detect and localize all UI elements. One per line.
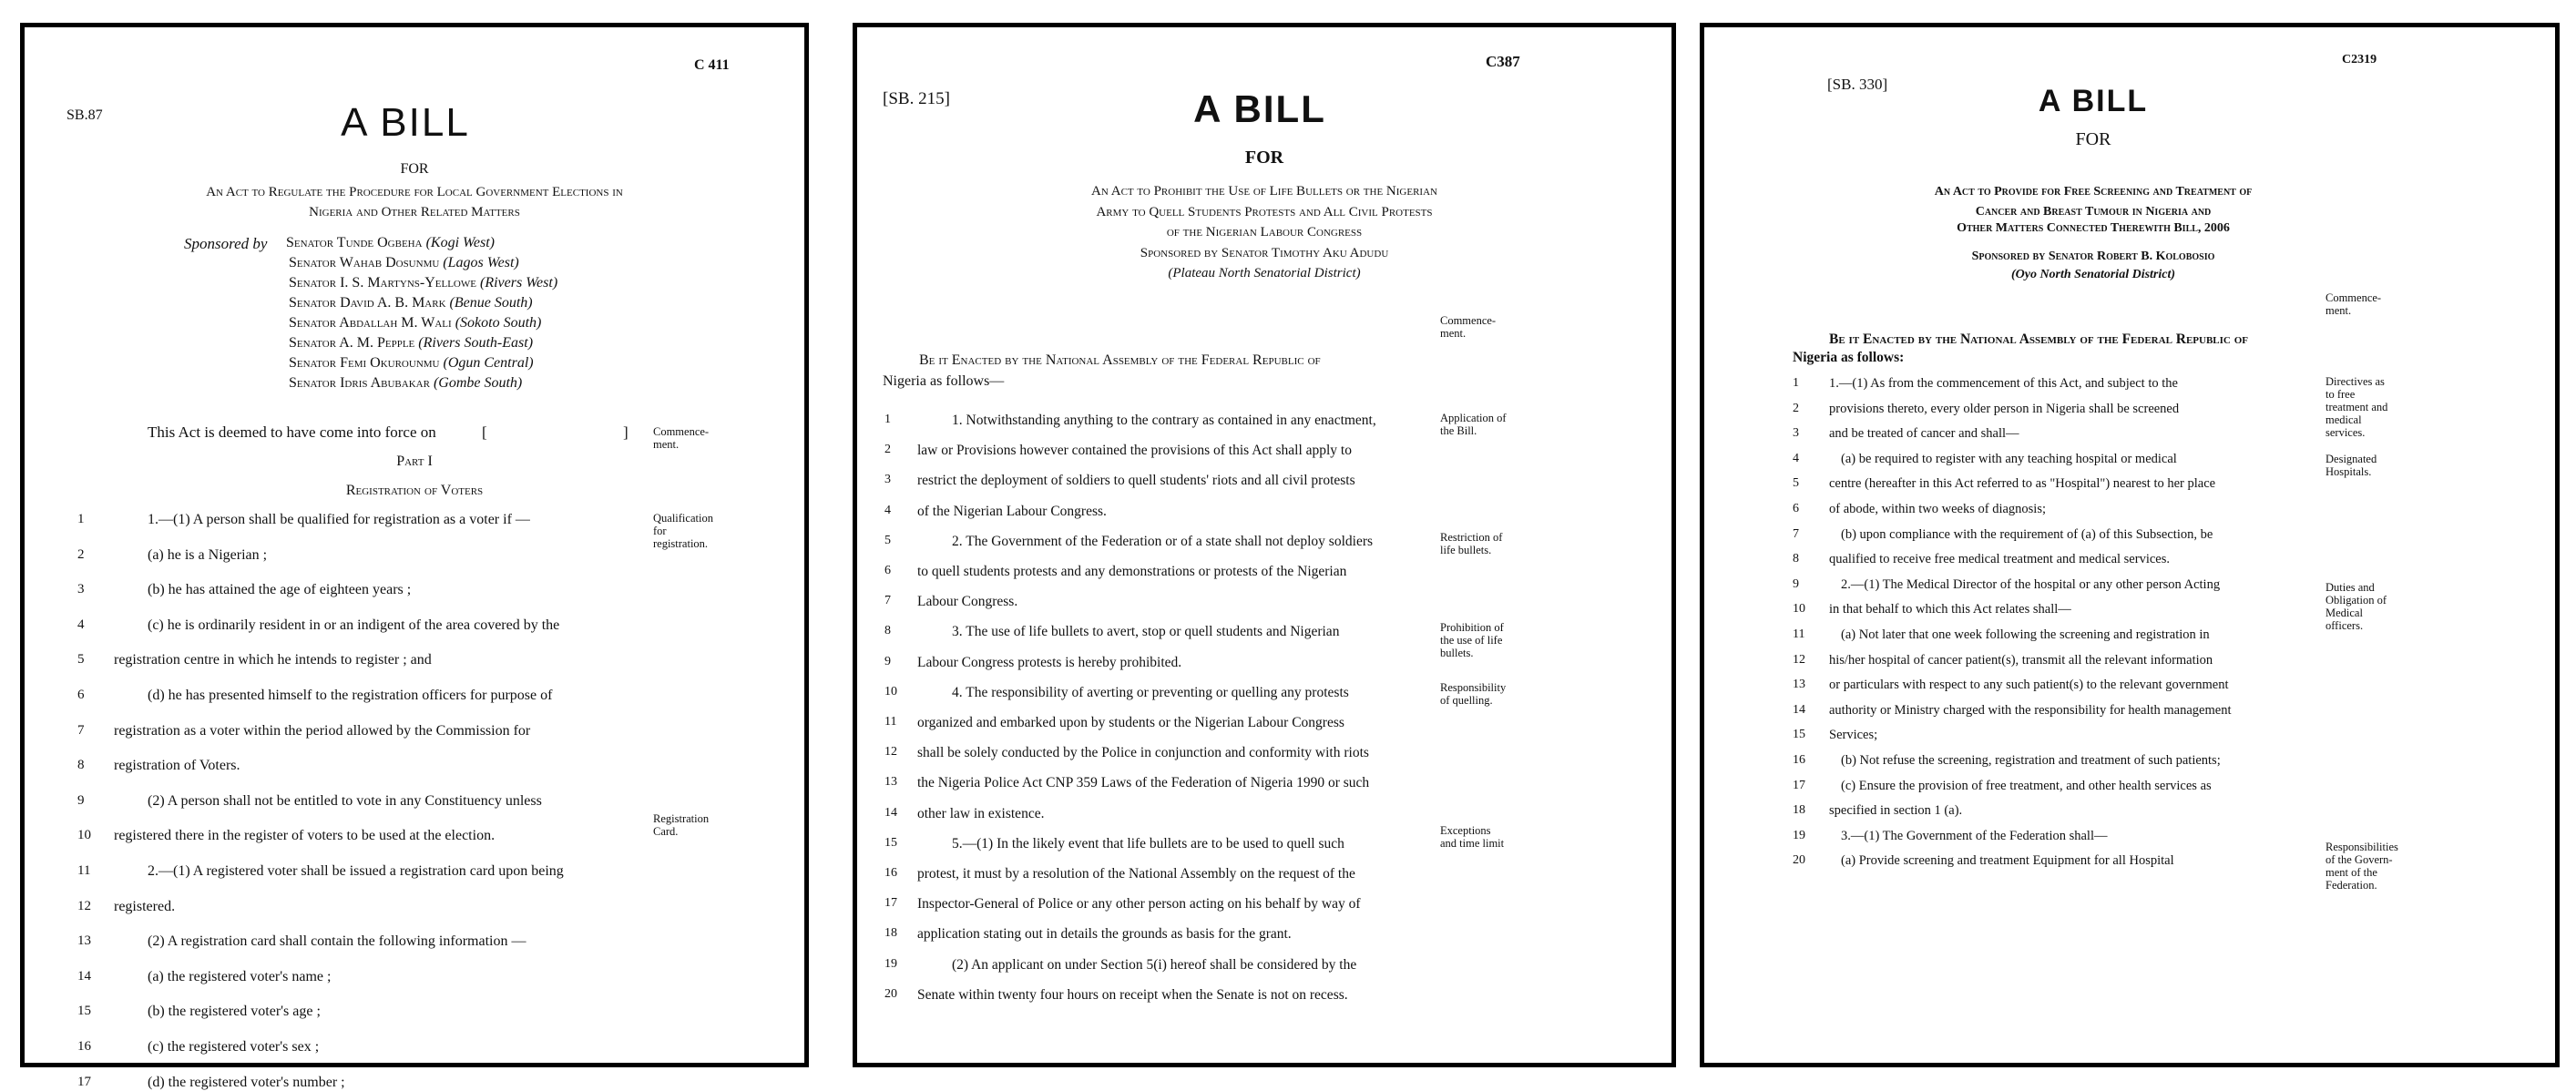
margin-note-registration-card: Registration Card. xyxy=(653,812,710,838)
bill-text-line: registration of Voters. xyxy=(114,758,240,774)
bill-text-line: (a) Provide screening and treatment Equipment for all Hospital xyxy=(1841,853,2174,869)
sponsor-row xyxy=(289,255,519,271)
bill-title: A BILL xyxy=(341,100,470,145)
bill-text-line: to quell students protests and any demonstrations or protests of the Nigerian xyxy=(917,564,1347,579)
sponsor-area: (Lagos West) xyxy=(443,255,519,270)
line-number: 15 xyxy=(77,1004,91,1019)
bill-text-line: Labour Congress protests is hereby prohibited. xyxy=(917,654,1182,670)
line-number: 7 xyxy=(884,594,891,608)
line-number: 1 xyxy=(884,413,891,426)
bill-text-line: specified in section 1 (a). xyxy=(1829,803,1963,819)
bill-text-line: organized and embarked upon by students or the Nigerian Labour Congress xyxy=(917,715,1344,730)
sponsor-row xyxy=(289,355,534,372)
bill-text-line: (b) upon compliance with the requirement of (a) of this Subsection, be xyxy=(1841,526,2213,542)
line-number: 16 xyxy=(1793,753,1805,767)
line-number: 5 xyxy=(1793,476,1799,491)
bill-text-line: (a) he is a Nigerian ; xyxy=(148,546,268,563)
line-number: 20 xyxy=(1793,853,1805,868)
bill-text-line: (c) he is ordinarily resident in or an indigent of the area covered by the xyxy=(148,617,560,633)
bill-text-line: (c) the registered voter's sex ; xyxy=(148,1039,320,1055)
line-number: 2 xyxy=(77,546,85,562)
line-number: 18 xyxy=(1793,803,1805,818)
bill-text-line: (2) A person shall not be entitled to vote in any Constituency unless xyxy=(148,792,542,809)
bill-text-line: 3.—(1) The Government of the Federation shall— xyxy=(1841,828,2108,843)
bill-number: [SB. 330] xyxy=(1827,76,1888,93)
bill-text-line: 4. The responsibility of averting or preventing or quelling any protests xyxy=(952,684,1349,700)
bill-text-line: or particulars with respect to any such patient(s) to the relevant government xyxy=(1829,678,2229,693)
bill-for: FOR xyxy=(1244,148,1284,168)
bill-text-line: 2. The Government of the Federation or of a state shall not deploy soldiers xyxy=(952,533,1374,549)
bill-text-line: (c) Ensure the provision of free treatment, and other health services as xyxy=(1841,778,2212,793)
sponsor-line: Sponsored by Senator Robert B. Kolobosio xyxy=(1971,250,2215,263)
bill-text-line: of abode, within two weeks of diagnosis; xyxy=(1829,502,2047,516)
line-number: 15 xyxy=(1793,728,1805,742)
line-number: 13 xyxy=(884,775,897,790)
line-number: 13 xyxy=(1793,678,1805,692)
bill-for: FOR xyxy=(2075,129,2111,149)
sponsor-name: Senator Idris Abubakar xyxy=(289,375,430,391)
bill-text-line: his/her hospital of cancer patient(s), transmit all the relevant information xyxy=(1829,652,2213,668)
bill-title: A BILL xyxy=(2038,84,2149,118)
line-number: 11 xyxy=(1793,627,1805,641)
line-number: 20 xyxy=(884,986,897,1001)
line-number: 19 xyxy=(1793,828,1805,842)
act-title-line-2: Cancer and Breast Tumour in Nigeria and xyxy=(1975,205,2212,219)
margin-note-designated-hospitals: Designated Hospitals. xyxy=(2326,453,2377,478)
bill-text-line: qualified to receive free medical treatment and medical services. xyxy=(1829,552,2170,567)
line-number: 19 xyxy=(884,956,897,971)
line-number: 16 xyxy=(77,1039,91,1054)
bill-text-line: and be treated of cancer and shall— xyxy=(1829,426,2019,442)
line-number: 14 xyxy=(884,805,897,820)
bill-text-line: authority or Ministry charged with the responsibility for health management xyxy=(1829,702,2232,718)
act-title-line-2: Nigeria and Other Related Matters xyxy=(309,205,520,219)
line-number: 11 xyxy=(77,863,91,878)
bill-text-line: (b) Not refuse the screening, registration and treatment of such patients; xyxy=(1841,753,2221,768)
bill-text-line: 1.—(1) As from the commencement of this Act, and subject to the xyxy=(1829,376,2178,391)
sponsor-area: (Sokoto South) xyxy=(455,315,542,331)
bill-text-line: the Nigeria Police Act CNP 359 Laws of the Federation of Nigeria 1990 or such xyxy=(917,775,1370,791)
bill-number: SB.87 xyxy=(66,107,103,123)
line-number: 17 xyxy=(884,896,897,911)
line-number: 12 xyxy=(1793,652,1805,667)
bill-text-line: (a) Not later that one week following the screening and registration in xyxy=(1841,627,2210,642)
district-line: (Plateau North Senatorial District) xyxy=(1168,266,1361,280)
line-number: 9 xyxy=(884,654,891,668)
part-heading: Part I xyxy=(396,454,433,469)
bill-text-line: (a) the registered voter's name ; xyxy=(148,968,332,984)
sponsor-area: (Benue South) xyxy=(449,295,533,311)
line-number: 4 xyxy=(884,503,891,517)
line-number: 2 xyxy=(884,443,891,457)
bill-text-line: protest, it must by a resolution of the National Assembly on the request of the xyxy=(917,866,1355,882)
act-title-line-3: Other Matters Connected Therewith Bill, 2006 xyxy=(1957,221,2230,235)
bill-text-line: Labour Congress. xyxy=(917,594,1018,610)
bracket-open: [ xyxy=(482,423,487,441)
bill-text-line: shall be solely conducted by the Police in conjunction and conformity with riots xyxy=(917,745,1369,761)
margin-note-commencement: Commence- ment. xyxy=(2326,291,2382,317)
line-number: 14 xyxy=(1793,702,1805,717)
bill-page-3 xyxy=(1700,23,2560,1067)
sponsor-area: (Rivers South-East) xyxy=(418,335,534,351)
margin-note-qualification: Qualification for registration. xyxy=(653,512,713,550)
sponsor-name: Senator Wahab Dosunmu xyxy=(289,255,440,270)
bill-text-line: (b) the registered voter's age ; xyxy=(148,1004,321,1020)
sponsor-name: Senator A. M. Pepple xyxy=(289,335,415,351)
line-number: 9 xyxy=(77,792,85,808)
bill-text-line: Senate within twenty four hours on receipt when the Senate is not on recess. xyxy=(917,986,1348,1003)
line-number: 15 xyxy=(884,835,897,850)
sponsor-name: Senator Tunde Ogbeha xyxy=(286,235,423,250)
bill-text-line: (b) he has attained the age of eighteen years ; xyxy=(148,582,412,598)
line-number: 3 xyxy=(1793,426,1799,441)
line-number: 7 xyxy=(77,722,85,738)
bill-text-line: provisions thereto, every older person in Nigeria shall be screened xyxy=(1829,401,2180,416)
line-number: 14 xyxy=(77,968,91,984)
margin-note-commencement: Commence- ment. xyxy=(1440,314,1497,340)
bill-text-line: 1. Notwithstanding anything to the contrary as contained in any enactment, xyxy=(952,413,1376,428)
line-number: 7 xyxy=(1793,526,1799,541)
line-number: 6 xyxy=(1793,502,1799,515)
sponsor-row xyxy=(289,315,541,331)
line-number: 16 xyxy=(884,866,897,880)
margin-note-commencement: Commence- ment. xyxy=(653,425,710,451)
page-code: C 411 xyxy=(694,57,730,73)
sponsor-row xyxy=(289,295,533,311)
sponsor-row xyxy=(289,335,533,352)
line-number: 3 xyxy=(77,582,85,597)
sponsor-line: Sponsored by Senator Timothy Aku Adudu xyxy=(1140,246,1389,260)
margin-note-duties: Duties and Obligation of Medical officers. xyxy=(2326,581,2387,632)
line-number: 4 xyxy=(1793,451,1799,465)
line-number: 10 xyxy=(77,828,91,843)
bill-text-line: centre (hereafter in this Act referred to as "Hospital") nearest to her place xyxy=(1829,476,2216,492)
act-title-line-3: of the Nigerian Labour Congress xyxy=(1166,225,1363,240)
page-code: C387 xyxy=(1486,53,1520,70)
line-number: 2 xyxy=(1793,401,1799,415)
line-number: 11 xyxy=(884,715,897,729)
bill-title: A BILL xyxy=(1193,87,1326,130)
sponsor-row xyxy=(289,275,557,291)
enacted-line-1: Be it Enacted by the National Assembly of the Federal Republic of xyxy=(1829,331,2249,347)
bill-text-line: registration as a voter within the period allowed by the Commission for xyxy=(114,722,531,739)
line-number: 18 xyxy=(884,926,897,941)
sponsor-area: (Rivers West) xyxy=(479,275,558,291)
bill-page-2 xyxy=(853,23,1676,1067)
deemed-force-text: This Act is deemed to have come into force on xyxy=(148,423,436,441)
bill-page-1 xyxy=(20,23,809,1090)
margin-note-exceptions: Exceptions and time limit xyxy=(1440,824,1505,850)
bleed-through-text xyxy=(1363,66,1366,80)
bill-text-line: (a) be required to register with any teaching hospital or medical xyxy=(1841,451,2177,466)
page-code: C2319 xyxy=(2342,53,2377,66)
line-number: 1 xyxy=(1793,376,1799,390)
sponsor-area: (Ogun Central) xyxy=(443,355,534,371)
sponsor-area: (Kogi West) xyxy=(425,235,495,250)
line-number: 17 xyxy=(77,1074,91,1089)
act-title-line-1: An Act to Regulate the Procedure for Local Government Elections in xyxy=(206,185,623,199)
enacted-line-1: Be it Enacted by the National Assembly of the Federal Republic of xyxy=(919,352,1321,368)
line-number: 12 xyxy=(77,898,91,913)
margin-note-prohibition: Prohibition of the use of life bullets. xyxy=(1440,621,1504,659)
bill-for: FOR xyxy=(400,161,429,177)
bill-text-line: in that behalf to which this Act relates shall— xyxy=(1829,602,2071,617)
margin-note-federation: Responsibilities of the Govern- ment of the Federation. xyxy=(2326,841,2398,892)
sponsor-row xyxy=(286,235,495,251)
bill-text-line: (2) A registration card shall contain the following information — xyxy=(148,933,526,950)
bill-text-line: 2.—(1) A registered voter shall be issued a registration card upon being xyxy=(148,863,564,879)
bill-text-line: registered. xyxy=(114,898,176,914)
bill-text-line: registered there in the register of voters to be used at the election. xyxy=(114,828,496,844)
bill-text-line: restrict the deployment of soldiers to quell students' riots and all civil protests xyxy=(917,473,1355,489)
line-number: 1 xyxy=(77,512,85,526)
bill-text-line: 2.—(1) The Medical Director of the hospital or any other person Acting xyxy=(1841,576,2221,592)
line-number: 4 xyxy=(77,617,85,632)
line-number: 10 xyxy=(884,684,897,698)
section-heading: Registration of Voters xyxy=(345,483,484,498)
bill-text-line: other law in existence. xyxy=(917,805,1045,821)
line-number: 17 xyxy=(1793,778,1805,792)
line-number: 9 xyxy=(1793,576,1799,591)
sponsor-name: Senator David A. B. Mark xyxy=(289,295,446,311)
bill-text-line: of the Nigerian Labour Congress. xyxy=(917,503,1107,519)
margin-note-directives: Directives as to free treatment and medical services. xyxy=(2326,375,2388,439)
line-number: 13 xyxy=(77,933,91,949)
bill-text-line: Inspector-General of Police or any other person acting on his behalf by way of xyxy=(917,896,1361,913)
line-number: 8 xyxy=(1793,552,1799,566)
sponsor-name: Senator Abdallah M. Wali xyxy=(289,315,452,331)
bill-text-line: 3. The use of life bullets to avert, stop or quell students and Nigerian xyxy=(952,624,1340,640)
sponsor-row xyxy=(289,375,522,392)
margin-note-restriction: Restriction of life bullets. xyxy=(1440,531,1503,556)
bill-text-line: Services; xyxy=(1829,728,1878,743)
bill-text-line: (d) the registered voter's number ; xyxy=(148,1074,345,1090)
line-number: 6 xyxy=(77,688,85,702)
sponsored-by-label: Sponsored by xyxy=(184,235,268,252)
bracket-close: ] xyxy=(623,423,629,441)
sponsor-name: Senator I. S. Martyns-Yellowe xyxy=(289,275,476,291)
bill-text-line: application stating out in details the grounds as basis for the grant. xyxy=(917,926,1292,943)
enacted-line-2: Nigeria as follows— xyxy=(883,373,1005,389)
act-title-line-2: Army to Quell Students Protests and All Civil Protests xyxy=(1096,205,1433,219)
line-number: 8 xyxy=(884,624,891,638)
margin-note-application: Application of the Bill. xyxy=(1440,412,1507,437)
bill-text-line: (d) he has presented himself to the registration officers for purpose of xyxy=(148,688,553,703)
district-line: (Oyo North Senatorial District) xyxy=(2010,268,2176,281)
line-number: 8 xyxy=(77,758,85,773)
bill-text-line: 5.—(1) In the likely event that life bullets are to be used to quell such xyxy=(952,835,1344,851)
line-number: 6 xyxy=(884,564,891,577)
line-number: 12 xyxy=(884,745,897,760)
bill-text-line: law or Provisions however contained the provisions of this Act shall apply to xyxy=(917,443,1352,459)
sponsor-name: Senator Femi Okurounmu xyxy=(289,355,440,371)
line-number: 3 xyxy=(884,473,891,487)
enacted-line-2: Nigeria as follows: xyxy=(1793,350,1905,365)
bill-text-line: registration centre in which he intends to register ; and xyxy=(114,652,432,668)
margin-note-responsibility: Responsibility of quelling. xyxy=(1440,681,1507,707)
line-number: 5 xyxy=(884,533,891,547)
sponsor-area: (Gombe South) xyxy=(433,375,523,391)
bill-text-line: 1.—(1) A person shall be qualified for registration as a voter if — xyxy=(148,512,530,527)
line-number: 10 xyxy=(1793,602,1805,617)
act-title-line-1: An Act to Prohibit the Use of Life Bullets or the Nigerian xyxy=(1091,184,1437,199)
bill-text-line: (2) An applicant on under Section 5(i) hereof shall be considered by the xyxy=(952,956,1357,973)
act-title-line-1: An Act to Provide for Free Screening and Treatment of xyxy=(1934,185,2253,199)
line-number: 5 xyxy=(77,652,85,668)
bill-number: [SB. 215] xyxy=(883,89,950,108)
